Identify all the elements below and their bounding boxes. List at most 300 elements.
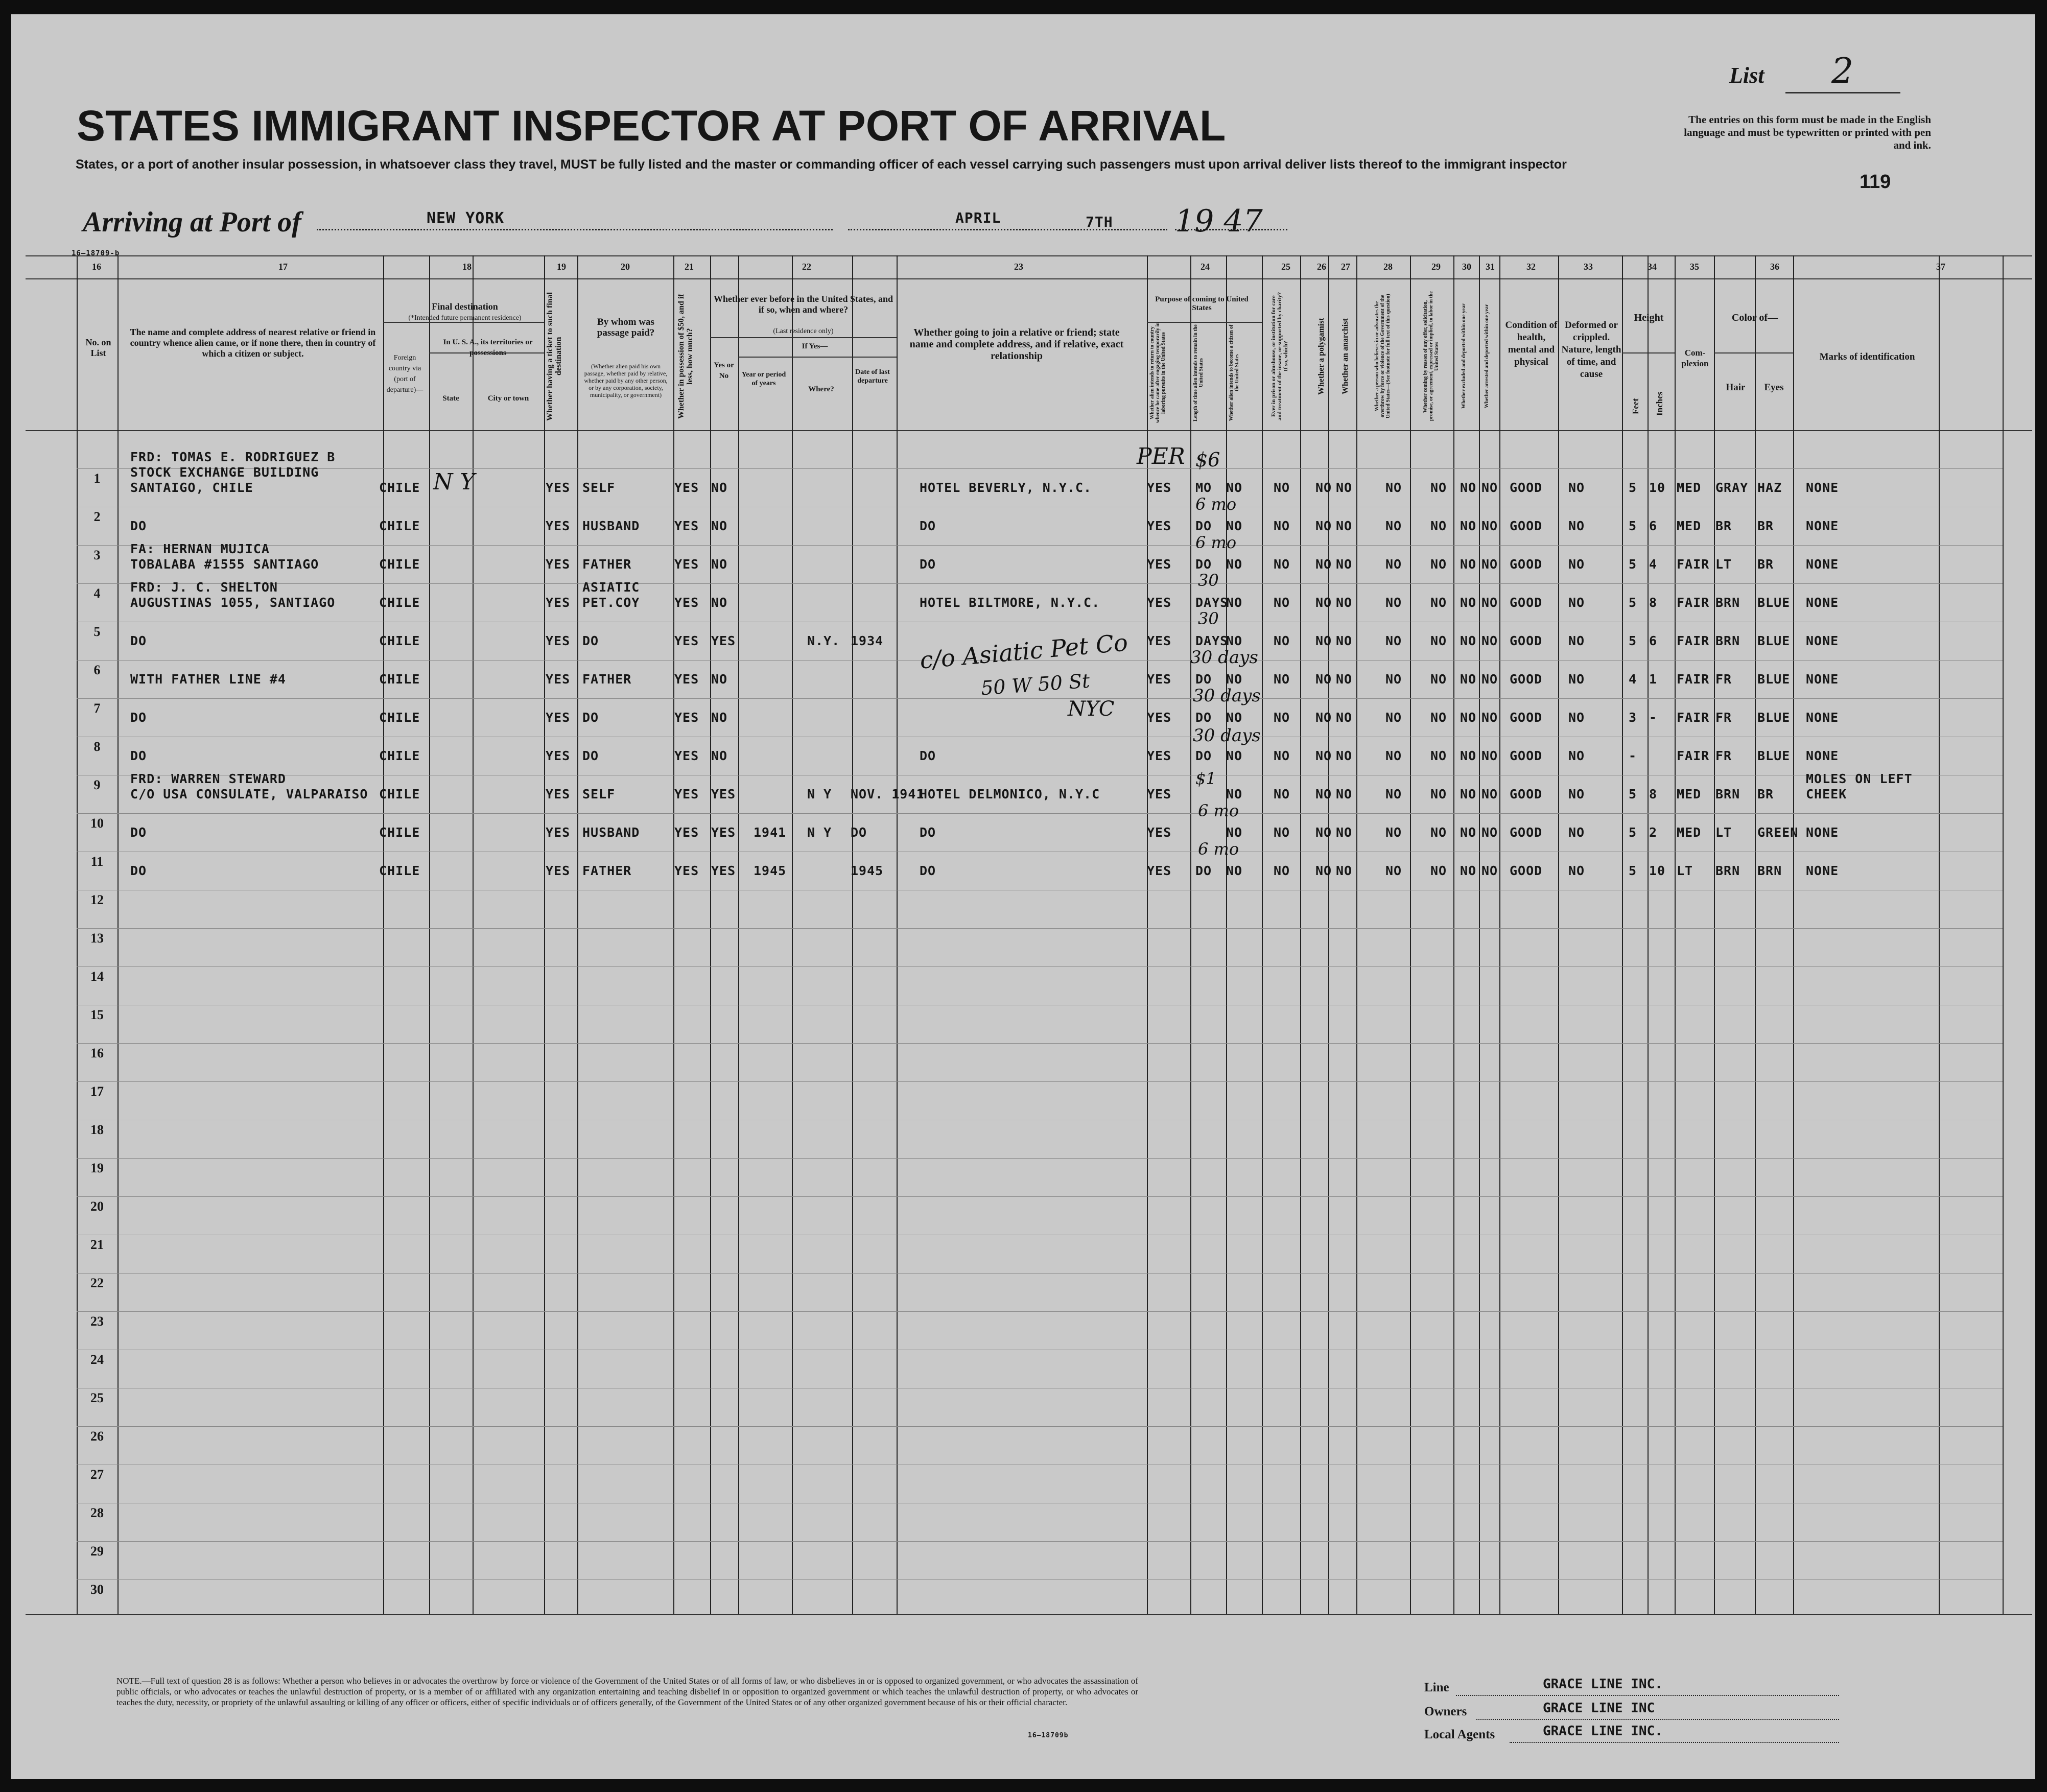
q30-cell: NO xyxy=(1460,595,1477,610)
purpose-citizen-cell: NO xyxy=(1226,863,1243,878)
inches-cell: 10 xyxy=(1649,480,1666,495)
ticket-cell: YES xyxy=(546,557,571,572)
q28-cell: NO xyxy=(1385,557,1402,572)
hair-cell: BRN xyxy=(1715,787,1740,801)
relative-cell: FRD: TOMAS E. RODRIGUEZ B xyxy=(130,450,336,464)
before-us-cell: YES xyxy=(711,633,736,648)
header-q29: Whether coming by reason of any offer, solicitation, promise, or agreement, expressed or implied, to labor in the United States xyxy=(1423,291,1440,421)
complexion-cell: MED xyxy=(1677,480,1702,495)
form-id: 16—18709-b xyxy=(72,249,120,257)
handwritten-length: 30 xyxy=(1198,609,1219,628)
polygamist-cell: NO xyxy=(1315,748,1332,763)
inches-cell: 2 xyxy=(1649,825,1658,840)
inches-cell: 8 xyxy=(1649,787,1658,801)
feet-cell: - xyxy=(1629,748,1637,763)
grid-column-line xyxy=(473,255,474,1614)
grid-column-line xyxy=(544,255,545,1614)
marks-cell: NONE xyxy=(1806,480,1839,495)
country-cell: CHILE xyxy=(379,748,420,763)
passage-paid-cell: FATHER xyxy=(582,863,632,878)
row-line xyxy=(77,545,2003,546)
header-before-us: Whether ever before in the United States, and if so, when and where? xyxy=(714,294,893,315)
header-passage-paid: By whom was passage paid? xyxy=(597,317,655,338)
arrival-day: 7TH xyxy=(1086,214,1113,230)
deformed-cell: NO xyxy=(1568,787,1585,801)
money-cell: YES xyxy=(674,748,699,763)
owners-label: Owners xyxy=(1424,1705,1467,1718)
q31-cell: NO xyxy=(1481,557,1498,572)
row-number: 4 xyxy=(93,586,101,601)
purpose-length-cell: DAYS xyxy=(1195,633,1229,648)
row-line xyxy=(77,468,2003,469)
marks-cell: NONE xyxy=(1806,672,1839,687)
join-relative-cell: HOTEL BILTMORE, N.Y.C. xyxy=(920,595,1100,610)
passage-paid-cell: DO xyxy=(582,633,599,648)
complexion-cell: FAIR xyxy=(1677,595,1710,610)
row-line xyxy=(77,1081,2003,1082)
complexion-cell: MED xyxy=(1677,787,1702,801)
join-relative-cell: DO xyxy=(920,557,936,572)
header-height: Height xyxy=(1634,312,1664,323)
q28-cell: NO xyxy=(1385,672,1402,687)
anarchist-cell: NO xyxy=(1336,518,1353,533)
agents-value: GRACE LINE INC. xyxy=(1543,1724,1663,1739)
join-relative-cell: DO xyxy=(920,748,936,763)
money-cell: YES xyxy=(674,480,699,495)
eyes-cell: BLUE xyxy=(1757,748,1791,763)
ticket-cell: YES xyxy=(546,480,571,495)
header-foreign-country: Foreign country via (port of departure)— xyxy=(386,354,423,394)
q31-cell: NO xyxy=(1481,787,1498,801)
q31-cell: NO xyxy=(1481,672,1498,687)
eyes-cell: GREEN xyxy=(1757,825,1799,840)
colnum-23: 23 xyxy=(1014,262,1023,272)
q28-cell: NO xyxy=(1385,787,1402,801)
row-line xyxy=(77,966,2003,967)
relative-cell: DO xyxy=(130,633,147,648)
grid-column-line xyxy=(1262,255,1263,1614)
inches-cell: 4 xyxy=(1649,557,1658,572)
prison-cell: NO xyxy=(1274,595,1290,610)
feet-cell: 5 xyxy=(1629,787,1637,801)
complexion-cell: MED xyxy=(1677,518,1702,533)
page-number: 119 xyxy=(1860,171,1891,193)
grid-column-line xyxy=(1410,255,1411,1614)
marks-cell: NONE xyxy=(1806,748,1839,763)
before-where-cell: N.Y. xyxy=(807,633,840,648)
country-cell: CHILE xyxy=(379,633,420,648)
colnum-37: 37 xyxy=(1936,262,1945,272)
grid-column-line xyxy=(577,255,578,1614)
ticket-cell: YES xyxy=(546,672,571,687)
header-inches: Inches xyxy=(1655,391,1664,416)
prison-cell: NO xyxy=(1274,480,1290,495)
hair-cell: LT xyxy=(1715,557,1732,572)
country-cell: CHILE xyxy=(379,595,420,610)
row-number: 29 xyxy=(90,1544,104,1559)
row-number: 8 xyxy=(93,739,101,754)
eyes-cell: BR xyxy=(1757,518,1774,533)
header-possession-50: Whether in possession of $50, and if less, how much? xyxy=(677,294,694,419)
header-divider xyxy=(1714,352,1793,353)
polygamist-cell: NO xyxy=(1315,518,1332,533)
purpose-citizen-cell: NO xyxy=(1226,710,1243,725)
eyes-cell: BLUE xyxy=(1757,672,1791,687)
owners-underline xyxy=(1476,1719,1839,1720)
relative-cell: STOCK EXCHANGE BUILDING xyxy=(130,465,319,480)
handwritten-length: 30 days xyxy=(1193,725,1261,746)
header-no-on-list: No. on List xyxy=(85,337,111,358)
colnum-29: 29 xyxy=(1431,262,1441,272)
money-cell: YES xyxy=(674,518,699,533)
q30-cell: NO xyxy=(1460,787,1477,801)
q29-cell: NO xyxy=(1430,633,1447,648)
prison-cell: NO xyxy=(1274,787,1290,801)
row-number: 26 xyxy=(90,1429,104,1444)
colnum-27: 27 xyxy=(1341,262,1350,272)
departure-date-cell: 1934 xyxy=(851,633,884,648)
q31-cell: NO xyxy=(1481,518,1498,533)
row-line xyxy=(77,1541,2003,1542)
before-us-cell: NO xyxy=(711,518,728,533)
passage-paid-cell: SELF xyxy=(582,787,616,801)
q30-cell: NO xyxy=(1460,825,1477,840)
complexion-cell: FAIR xyxy=(1677,748,1710,763)
header-complexion: Com-plexion xyxy=(1681,348,1709,368)
row-number: 5 xyxy=(93,624,101,639)
deformed-cell: NO xyxy=(1568,518,1585,533)
ticket-cell: YES xyxy=(546,825,571,840)
row-number: 1 xyxy=(93,471,101,486)
inches-cell: 10 xyxy=(1649,863,1666,878)
hair-cell: BRN xyxy=(1715,863,1740,878)
marks-cell: NONE xyxy=(1806,557,1839,572)
row-number: 14 xyxy=(90,969,104,984)
grid-column-line xyxy=(2003,255,2004,1614)
footnote-question-28: NOTE.—Full text of question 28 is as follows: Whether a person who believes in or advocates the overthrow by force or violence of the Government of the United States or of all forms of law, or who disbelieves in or is opposed to organized government, or who advocates the assassination of public officials, or who advocates or teaches the unlawful destruction of property, or is a member of or affiliated with any organization entertaining and teaching disbelief in or opposition to organized government or which teaches the unlawful destruction of property, or who advocates or teaches the duty, necessity, or propriety of the unlawful assaulting or killing of any officer or officers, either of specific individuals or of officers generally, of the Government of the United States or of any other organized government because of his or their official character. xyxy=(116,1676,1138,1707)
polygamist-cell: NO xyxy=(1315,825,1332,840)
purpose-citizen-cell: NO xyxy=(1226,480,1243,495)
header-purpose-a: Whether alien intends to return to country whence he came after engaging temporarily in laboring pursuits in the United States xyxy=(1149,322,1166,423)
q30-cell: NO xyxy=(1460,557,1477,572)
colnum-32: 32 xyxy=(1526,262,1536,272)
row-number: 16 xyxy=(90,1046,104,1060)
join-relative-cell: DO xyxy=(920,518,936,533)
anarchist-cell: NO xyxy=(1336,787,1353,801)
health-cell: GOOD xyxy=(1510,825,1543,840)
grid-column-line xyxy=(1793,255,1794,1614)
colnum-31: 31 xyxy=(1486,262,1495,272)
port-of-arrival: NEW YORK xyxy=(427,209,505,227)
purpose-citizen-cell: NO xyxy=(1226,825,1243,840)
header-bottom-border xyxy=(26,430,2032,431)
relative-cell: FRD: WARREN STEWARD xyxy=(130,771,286,786)
row-line xyxy=(77,1426,2003,1427)
prison-cell: NO xyxy=(1274,710,1290,725)
owners-value: GRACE LINE INC xyxy=(1543,1701,1655,1716)
marks-cell: CHEEK xyxy=(1806,787,1847,801)
q29-cell: NO xyxy=(1430,787,1447,801)
polygamist-cell: NO xyxy=(1315,595,1332,610)
q29-cell: NO xyxy=(1430,825,1447,840)
header-year-or-period: Year or period of years xyxy=(741,371,786,387)
departure-date-cell: NOV. 1941 xyxy=(851,787,925,801)
country-cell: CHILE xyxy=(379,480,420,495)
health-cell: GOOD xyxy=(1510,518,1543,533)
ticket-cell: YES xyxy=(546,787,571,801)
colnum-30: 30 xyxy=(1462,262,1471,272)
purpose-length-cell: DO xyxy=(1195,557,1212,572)
row-number: 28 xyxy=(90,1505,104,1520)
money-cell: YES xyxy=(674,710,699,725)
row-number: 7 xyxy=(93,701,101,716)
purpose-return-cell: YES xyxy=(1147,518,1172,533)
purpose-citizen-cell: NO xyxy=(1226,557,1243,572)
header-purpose-b: Length of time alien intends to remain in the United States xyxy=(1193,324,1204,421)
row-number: 19 xyxy=(90,1161,104,1175)
deformed-cell: NO xyxy=(1568,672,1585,687)
handwritten-length: 6 mo xyxy=(1198,839,1239,859)
anarchist-cell: NO xyxy=(1336,863,1353,878)
q30-cell: NO xyxy=(1460,672,1477,687)
grid-column-line xyxy=(673,255,674,1614)
health-cell: GOOD xyxy=(1510,595,1543,610)
hair-cell: LT xyxy=(1715,825,1732,840)
inches-cell: 8 xyxy=(1649,595,1658,610)
purpose-return-cell: YES xyxy=(1147,748,1172,763)
deformed-cell: NO xyxy=(1568,557,1585,572)
colnum-35: 35 xyxy=(1690,262,1699,272)
row-number: 30 xyxy=(90,1582,104,1597)
row-number: 12 xyxy=(90,892,104,907)
header-color-of: Color of— xyxy=(1731,312,1778,323)
departure-date-cell: DO xyxy=(851,825,867,840)
grid-column-line xyxy=(1453,255,1454,1614)
eyes-cell: BRN xyxy=(1757,863,1782,878)
relative-cell: C/O USA CONSULATE, VALPARAISO xyxy=(130,787,368,801)
eyes-cell: BLUE xyxy=(1757,633,1791,648)
row-number: 18 xyxy=(90,1122,104,1137)
arrival-month: APRIL xyxy=(955,209,1001,226)
grid-column-line xyxy=(1675,255,1676,1614)
join-relative-cell: DO xyxy=(920,863,936,878)
handwritten-money: $6 xyxy=(1195,449,1220,471)
prison-cell: NO xyxy=(1274,633,1290,648)
q29-cell: NO xyxy=(1430,863,1447,878)
header-final-destination-note: (*Intended future permanent residence) xyxy=(408,314,522,322)
row-number: 20 xyxy=(90,1199,104,1214)
before-us-cell: NO xyxy=(711,710,728,725)
before-us-cell: NO xyxy=(711,557,728,572)
hair-cell: BRN xyxy=(1715,633,1740,648)
polygamist-cell: NO xyxy=(1315,480,1332,495)
anarchist-cell: NO xyxy=(1336,595,1353,610)
inches-cell: 6 xyxy=(1649,633,1658,648)
deformed-cell: NO xyxy=(1568,595,1585,610)
health-cell: GOOD xyxy=(1510,863,1543,878)
eyes-cell: HAZ xyxy=(1757,480,1782,495)
inches-cell: 1 xyxy=(1649,672,1658,687)
q28-cell: NO xyxy=(1385,825,1402,840)
marks-cell: NONE xyxy=(1806,518,1839,533)
header-q31: Whether arrested and deported within one year xyxy=(1484,304,1490,409)
marks-cell: NONE xyxy=(1806,825,1839,840)
handwritten-purpose: PER xyxy=(1137,443,1185,469)
colnum-33: 33 xyxy=(1584,262,1593,272)
eyes-cell: BR xyxy=(1757,557,1774,572)
row-number: 25 xyxy=(90,1390,104,1405)
header-polygamist: Whether a polygamist xyxy=(1317,318,1326,395)
polygamist-cell: NO xyxy=(1315,672,1332,687)
header-city: City or town xyxy=(487,394,529,403)
colnum-34: 34 xyxy=(1648,262,1657,272)
row-number: 24 xyxy=(90,1352,104,1367)
before-year-cell: 1945 xyxy=(754,863,787,878)
colnum-24: 24 xyxy=(1201,262,1210,272)
purpose-return-cell: YES xyxy=(1147,863,1172,878)
money-cell: YES xyxy=(674,825,699,840)
grid-column-line xyxy=(1499,255,1500,1614)
health-cell: GOOD xyxy=(1510,672,1543,687)
money-cell: YES xyxy=(674,633,699,648)
grid-column-line xyxy=(1755,255,1756,1614)
purpose-length-cell: DO xyxy=(1195,710,1212,725)
line-label: Line xyxy=(1424,1681,1449,1694)
passage-paid-cell: HUSBAND xyxy=(582,518,640,533)
purpose-length-cell: MO xyxy=(1195,480,1212,495)
purpose-citizen-cell: NO xyxy=(1226,748,1243,763)
deformed-cell: NO xyxy=(1568,710,1585,725)
colnum-20: 20 xyxy=(621,262,630,272)
deformed-cell: NO xyxy=(1568,748,1585,763)
q31-cell: NO xyxy=(1481,595,1498,610)
grid-column-line xyxy=(710,255,711,1614)
polygamist-cell: NO xyxy=(1315,710,1332,725)
row-line xyxy=(77,698,2003,699)
ticket-cell: YES xyxy=(546,748,571,763)
purpose-citizen-cell: NO xyxy=(1226,595,1243,610)
grid-column-line xyxy=(1714,255,1715,1614)
money-cell: YES xyxy=(674,863,699,878)
anarchist-cell: NO xyxy=(1336,825,1353,840)
health-cell: GOOD xyxy=(1510,633,1543,648)
grid-column-line xyxy=(1648,255,1649,1614)
row-number: 9 xyxy=(93,777,101,792)
purpose-return-cell: YES xyxy=(1147,595,1172,610)
grid-column-line xyxy=(852,255,853,1614)
passage-paid-cell: SELF xyxy=(582,480,616,495)
feet-cell: 5 xyxy=(1629,595,1637,610)
colnum-19: 19 xyxy=(557,262,566,272)
deformed-cell: NO xyxy=(1568,825,1585,840)
colnum-18: 18 xyxy=(462,262,472,272)
header-eyes: Eyes xyxy=(1764,382,1784,393)
passage-paid-cell: ASIATIC xyxy=(582,580,640,595)
row-number: 22 xyxy=(90,1276,104,1290)
eyes-cell: BR xyxy=(1757,787,1774,801)
purpose-length-cell: DO xyxy=(1195,672,1212,687)
row-number: 6 xyxy=(93,663,101,677)
header-in-usa: In U. S. A., its territories or possessions xyxy=(443,338,533,357)
passage-paid-cell: PET.COY xyxy=(582,595,640,610)
purpose-citizen-cell: NO xyxy=(1226,518,1243,533)
feet-cell: 5 xyxy=(1629,825,1637,840)
page-subtitle: States, or a port of another insular possession, in whatsoever class they travel, MUST be fully listed and the master or commanding officer of each vessel carrying such passengers must upon arrival deliver lists thereof to the immigrant inspector xyxy=(76,157,1567,172)
complexion-cell: FAIR xyxy=(1677,633,1710,648)
line-underline xyxy=(1456,1695,1839,1696)
grid-column-line xyxy=(738,255,739,1614)
q28-cell: NO xyxy=(1385,595,1402,610)
hair-cell: FR xyxy=(1715,710,1732,725)
polygamist-cell: NO xyxy=(1315,557,1332,572)
grid-bottom-border xyxy=(26,1614,2032,1615)
purpose-length-cell: DAYS xyxy=(1195,595,1229,610)
feet-cell: 5 xyxy=(1629,557,1637,572)
handwritten-address: 50 W 50 St xyxy=(980,669,1091,700)
row-number: 3 xyxy=(93,548,101,562)
before-where-cell: N Y xyxy=(807,825,832,840)
header-purpose: Purpose of coming to United States xyxy=(1155,295,1249,312)
anarchist-cell: NO xyxy=(1336,557,1353,572)
eyes-cell: BLUE xyxy=(1757,710,1791,725)
relative-cell: SANTAIGO, CHILE xyxy=(130,480,253,495)
handwritten-length: 30 xyxy=(1198,571,1219,590)
q31-cell: NO xyxy=(1481,748,1498,763)
q29-cell: NO xyxy=(1430,748,1447,763)
grid-column-line xyxy=(1558,255,1559,1614)
q28-cell: NO xyxy=(1385,863,1402,878)
relative-cell: AUGUSTINAS 1055, SANTIAGO xyxy=(130,595,336,610)
agents-label: Local Agents xyxy=(1424,1728,1495,1741)
purpose-length-cell: DO xyxy=(1195,748,1212,763)
handwritten-length: 6 mo xyxy=(1195,494,1237,514)
anarchist-cell: NO xyxy=(1336,672,1353,687)
before-us-cell: NO xyxy=(711,595,728,610)
money-cell: YES xyxy=(674,672,699,687)
health-cell: GOOD xyxy=(1510,787,1543,801)
header-divider xyxy=(1622,352,1675,353)
complexion-cell: LT xyxy=(1677,863,1693,878)
colnum-16: 16 xyxy=(92,262,101,272)
purpose-length-cell: DO xyxy=(1195,863,1212,878)
country-cell: CHILE xyxy=(379,787,420,801)
departure-date-cell: 1945 xyxy=(851,863,884,878)
hair-cell: FR xyxy=(1715,748,1732,763)
purpose-return-cell: YES xyxy=(1147,480,1172,495)
purpose-return-cell: YES xyxy=(1147,557,1172,572)
country-cell: CHILE xyxy=(379,518,420,533)
relative-cell: DO xyxy=(130,863,147,878)
q28-cell: NO xyxy=(1385,480,1402,495)
hair-cell: FR xyxy=(1715,672,1732,687)
header-final-destination: Final destination xyxy=(432,301,498,312)
grid-column-line xyxy=(383,255,384,1614)
q31-cell: NO xyxy=(1481,863,1498,878)
row-line xyxy=(77,928,2003,929)
grid-column-line xyxy=(1190,255,1191,1614)
feet-cell: 5 xyxy=(1629,480,1637,495)
purpose-citizen-cell: NO xyxy=(1226,787,1243,801)
before-us-cell: NO xyxy=(711,672,728,687)
grid-column-line xyxy=(77,255,78,1614)
header-if-yes: If Yes— xyxy=(802,342,828,350)
ticket-cell: YES xyxy=(546,863,571,878)
header-deformed: Deformed or crippled. Nature, length of time, and cause xyxy=(1561,320,1621,380)
country-cell: CHILE xyxy=(379,672,420,687)
header-last-residence: (Last residence only) xyxy=(773,327,834,335)
row-number: 27 xyxy=(90,1467,104,1482)
health-cell: GOOD xyxy=(1510,710,1543,725)
